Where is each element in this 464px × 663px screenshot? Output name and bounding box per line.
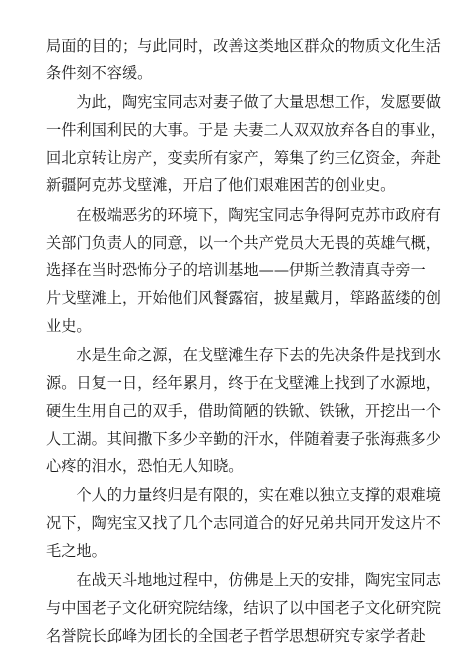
- text-line: 与中国老子文化研究院结缘，结识了以中国老子文化研究院: [46, 599, 441, 617]
- text-line: 源。日复一日，经年累月，终于在戈壁滩上找到了水源地，: [46, 374, 441, 392]
- text-line: 一件利国利民的大事。于是 夫妻二人双双放弃各自的事业，: [46, 121, 446, 139]
- text-line: 新疆阿克苏戈壁滩，开启了他们艰难困苦的创业史。: [46, 176, 396, 194]
- text-line: 在战天斗地地过程中，仿佛是上天的安排，陶宪宝同志: [46, 571, 441, 589]
- text-line: 硬生生用自己的双手，借助简陋的铁锨、铁锹，开挖出一个: [46, 402, 441, 420]
- text-line: 关部门负责人的同意，以一个共产党员大无畏的英雄气概，: [46, 234, 441, 252]
- text-line: 局面的目的；与此同时，改善这类地区群众的物质文化生活: [46, 37, 441, 55]
- text-line: 心疼的泪水，恐怕无人知晓。: [46, 457, 244, 475]
- text-line: 在极端恶劣的环境下，陶宪宝同志争得阿克苏市政府有: [46, 206, 441, 224]
- text-line: 况下，陶宪宝又找了几个志同道合的好兄弟共同开发这片不: [46, 514, 441, 532]
- text-line: 选择在当时恐怖分子的培训基地——伊斯兰教清真寺旁一: [46, 261, 426, 279]
- text-line: 人工湖。其间撒下多少辛勤的汗水，伴随着妻子张海燕多少: [46, 430, 441, 448]
- text-line: 条件刻不容缓。: [46, 64, 153, 82]
- text-line: 业史。: [46, 317, 92, 335]
- text-line: 水是生命之源，在戈壁滩生存下去的先决条件是找到水: [46, 346, 441, 364]
- text-line: 回北京转让房产，变卖所有家产，筹集了约三亿资金，奔赴: [46, 149, 441, 167]
- text-line: 毛之地。: [46, 542, 107, 560]
- text-line: 名誉院长邱峰为团长的全国老子哲学思想研究专家学者赴: [46, 627, 426, 645]
- text-line: 片戈壁滩上，开始他们风餐露宿，披星戴月，筚路蓝缕的创: [46, 289, 441, 307]
- text-line: 个人的力量终归是有限的，实在难以独立支撑的艰难境: [46, 486, 441, 504]
- text-line: 为此，陶宪宝同志对妻子做了大量思想工作，发愿要做: [46, 93, 441, 111]
